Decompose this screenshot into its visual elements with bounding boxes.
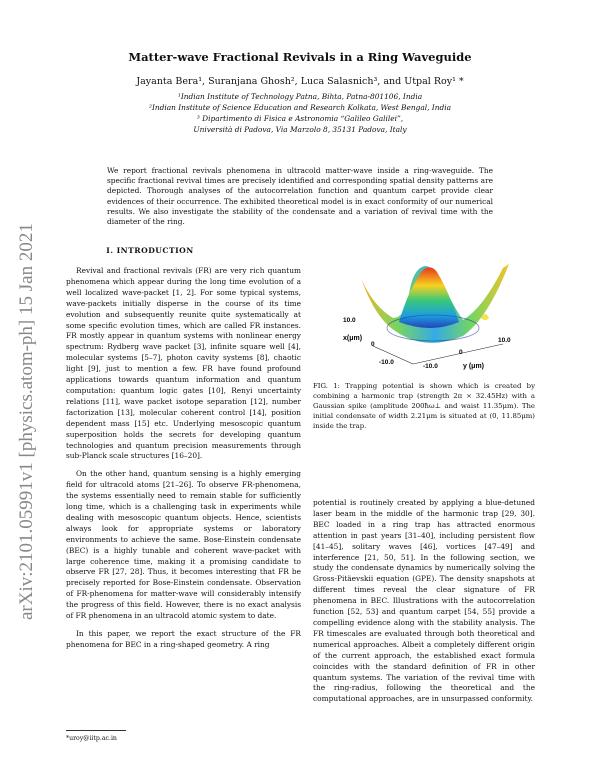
affiliation-1: ¹Indian Institute of Technology Patna, Bihta, Patna-801106, India: [177, 92, 423, 101]
figure-caption: FIG. 1: Trapping potential is shown which is created by combining a harmonic trap (strength 2π × 32.45Hz) with a Gaussian spike (amplitude 200ħω⊥ and waist 11.35μm). The initial condensate of width 2.21μm is situated at (0, 11.85μm) inside the trap.: [313, 382, 535, 430]
abstract: We report fractional revivals phenomena in ultracold matter-wave inside a ring-waveguide. The specific fractional revival times are precisely identified and corresponding spatial density patterns are depicted. Thorough analyses of the autocorrelation function and quantum carpet provide clear evidences of their occurrence. The exhibited theoretical model is in exact conformity of our numerical results. We also investigate the stability of the condensate and a variation of revival time with the diameter of the ring.: [107, 166, 493, 227]
paper-title: Matter-wave Fractional Revivals in a Ring Waveguide: [128, 50, 472, 64]
paragraph: Revival and fractional revivals (FR) are very rich quantum phenomena which appear during the long time evolution of a well localized wave-packet [1, 2]. For some typical systems, wave-packets initially disperse in the course of its time evolution and subsequently reunite quite systematically at some specific evolution times, which are called FR instances. FR mostly appear in quantum systems with nonlinear energy spectrum: Rydberg wave packet [3], infinite square well [4], molecular systems [5–7], photon cavity systems [8], chaotic light [9], just to mention a few. FR have found profound applications towards quantum information and quantum computation: quantum logic gates [10], Renyi uncertainty relations [11], wave packet isotope separation [12], number factorization [13], molecular coherent control [14], position dependent mass [15] etc. Underlying mesoscopic quantum superposition holds the secrets for developing quantum technologies and quantum precision measurements through sub-Planck scale structures [16–20].: [66, 266, 301, 461]
y-axis-label: y (μm): [463, 363, 485, 370]
footnote-rule: [66, 730, 126, 731]
paragraph: On the other hand, quantum sensing is a highly emerging field for ultracold atoms [21–26]. To observe FR-phenomena, the systems essentially need to remain stable for sufficiently long time, which is a challenging task in experiments while dealing with mesoscopic quantum objects. Hence, scientists always look for appropriate systems or laboratory environments to achieve the same. Bose-Einstein condensate (BEC) is a highly tunable and coherent wave-packet with large coherence time, making it a promising candidate to observe FR [27, 28]. Thus, it becomes interesting that FR be precisely reported for Bose-Einstein condensate. Observation of FR-phenomena for matter-wave will considerably intensify the progress of this field. However, there is no exact analysis of FR phenomena in an ultracold atomic system to date.: [66, 469, 301, 621]
tick-label: -10.0: [379, 359, 394, 366]
author-list: Jayanta Bera¹, Suranjana Ghosh², Luca Salasnich³, and Utpal Roy¹ *: [136, 76, 464, 87]
arxiv-sidebar: [2, 150, 42, 620]
tick-label: 0: [459, 349, 463, 356]
x-axis-label: x(μm): [343, 335, 363, 342]
left-column: [66, 266, 301, 658]
tick-label: -10.0: [423, 363, 438, 370]
tick-label: 10.0: [498, 337, 511, 344]
affiliation-4: Università di Padova, Via Marzolo 8, 35131 Padova, Italy: [193, 125, 407, 134]
gaussian-spike: [399, 267, 459, 328]
y-axis: [413, 344, 503, 364]
right-column: [313, 498, 535, 712]
figure-1: [313, 258, 535, 376]
section-heading: I. INTRODUCTION: [106, 246, 194, 255]
affiliation-2: ²Indian Institute of Science Education and Research Kolkata, West Bengal, India: [149, 103, 451, 112]
footnote: *uroy@iitp.ac.in: [66, 735, 117, 742]
tick-label: 0: [371, 341, 375, 348]
paragraph: potential is routinely created by applying a blue-detuned laser beam in the middle of the harmonic trap [29, 30]. BEC loaded in a ring trap has attracted enormous attention in past years [31–40], including persistent flow [41–45], solitary waves [46], vortices [47–49] and interference [21, 50, 51]. In the following section, we study the condensate dynamics by numerically solving the Gross-Pitäevskii equation (GPE). The density snapshots at different times reveal the clear signature of FR phenomena in BEC. Illustrations with the autocorrelation function [52, 53] and quantum carpet [54, 55] provide a compelling evidence along with the stability analysis. The FR timescales are evaluated through both theoretical and numerical approaches. Albeit a completely different origin of the current approach, the established exact formula coincides with the standard definition of FR in other quantum systems. The variation of the revival time with the ring-radius, following the theoretical and the computational approaches, are in unsurpassed conformity.: [313, 498, 535, 704]
arxiv-id: arXiv:2101.05991v1 [physics.atom-ph] 15 Jan 2021: [16, 223, 37, 620]
paragraph: In this paper, we report the exact structure of the FR phenomena for BEC in a ring-shaped geometry. A ring: [66, 629, 301, 649]
tick-label: 10.0: [343, 317, 356, 324]
affiliation-3: ³ Dipartimento di Fisica e Astronomia “Galileo Galilei”,: [196, 114, 404, 123]
